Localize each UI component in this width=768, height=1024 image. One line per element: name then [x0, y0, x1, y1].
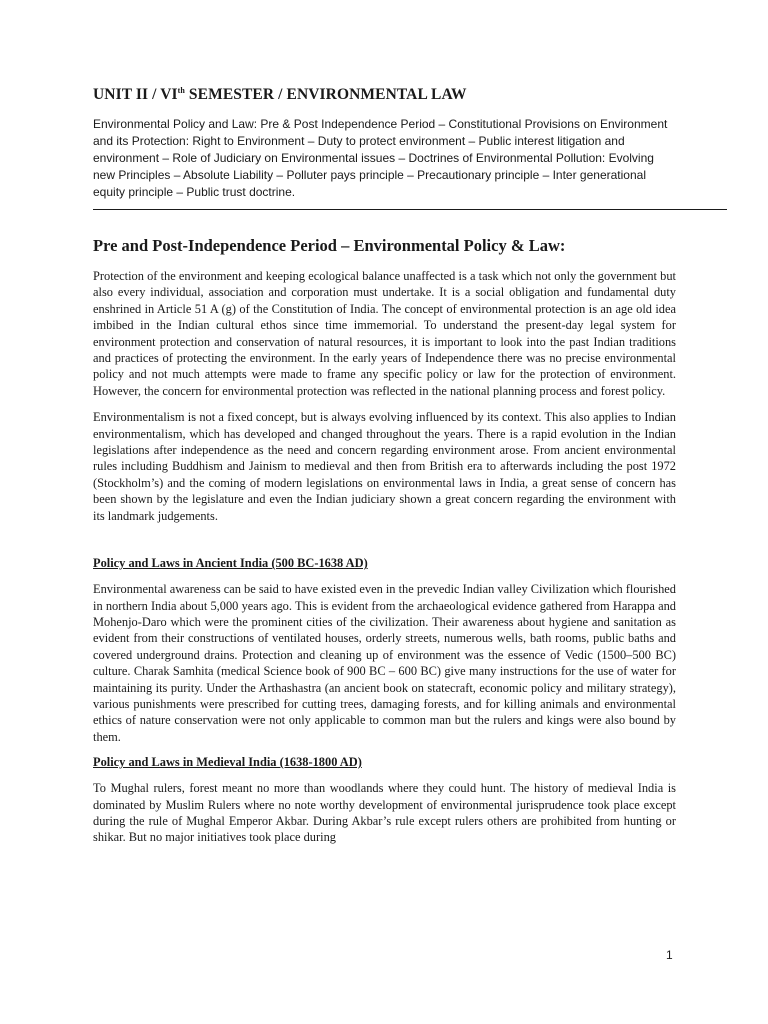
unit-title-superscript: th [177, 86, 185, 95]
ancient-india-paragraph: Environmental awareness can be said to have existed even in the prevedic Indian valley Civilization which flourished in northern India about 5,000 years ago. This is evident from the archaeological evidence gathered from Harappa and Mohenjo-Daro which were the prominent cities of the civilization. Their awareness about hygiene and sanitation as evident from their constructions of ventilated houses, orderly streets, numerous wells, bath rooms, public baths and covered underground drains. Protection and cleaning up of environment was the essence of Vedic (1500–500 BC) culture. Charak Samhita (medical Science book of 900 BC – 600 BC) give many instructions for the use of water for maintaining its purity. Under the Arthashastra (an ancient book on statecraft, economic policy and military strategy), various punishments were prescribed for cutting trees, damaging forests, and for killing animals and environmental ethics of nature conservation were not only applicable to common man but the rulers and kings were also bound by them. [93, 582, 676, 744]
unit-title [93, 86, 676, 104]
syllabus-text: Environmental Policy and Law: Pre & Post Independence Period – Constitutional Provisions on Environment and its Protection: Right to Environment – Duty to protect environment – Public interest litigation and environment – Role of Judiciary on Environmental issues – Doctrines of Environmental Pollution: Evolving new Principles – Absolute Liability – Polluter pays principle – Precautionary principle – Inter generational equity principle – Public trust doctrine. [93, 117, 668, 200]
header-block [93, 86, 676, 201]
medieval-india-heading: Policy and Laws in Medieval India (1638-1800 AD) [93, 755, 362, 770]
medieval-india-paragraph: To Mughal rulers, forest meant no more than woodlands where they could hunt. The history of medieval India is dominated by Muslim Rulers where no note worthy development of environmental jurisprudence took place except during the rule of Mughal Emperor Akbar. During Akbar’s rule except rulers others are prohibited from hunting or shikar. But no major initiatives took place during [93, 781, 676, 845]
section-heading: Pre and Post-Independence Period – Environmental Policy & Law: [93, 236, 566, 255]
document-body [93, 268, 676, 856]
intro-paragraph-2: Environmentalism is not a fixed concept, but is always evolving influenced by its context. This also applies to Indian environmentalism, which has developed and changed throughout the years. There is a rapid evolution in the Indian legislations after independence as the need and concern regarding environment arose. From ancient environmental rules including Buddhism and Jainism to medieval and then from British era to afterwards including the post 1972 (Stockholm’s) and the coming of modern legislations on environmental laws in India, a great sense of concern has been shown by the legislature and even the Indian judiciary shown a great concern regarding the environment with its landmark judgements. [93, 410, 676, 523]
horizontal-divider [93, 209, 727, 210]
page-number: 1 [666, 948, 673, 962]
unit-title-prefix: UNIT II / VI [93, 86, 178, 104]
unit-title-suffix: SEMESTER / ENVIRONMENTAL LAW [184, 86, 467, 104]
ancient-india-heading: Policy and Laws in Ancient India (500 BC-1638 AD) [93, 556, 368, 571]
intro-paragraph-1: Protection of the environment and keeping ecological balance unaffected is a task which not only the government but also every individual, association and corporation must undertake. It is a social obligation and fundamental duty enshrined in Article 51 A (g) of the Constitution of India. The concept of environmental protection is an age old idea imbibed in the Indian cultural ethos since time immemorial. To understand the present-day legal system for environment protection and conservation of natural resources, it is important to look into the past Indian traditions and practices of protecting the environment. In the early years of Independence there was no precise environmental policy and not much attempts were made to frame any specific policy or law for the protection of environment. However, the concern for environmental protection was reflected in the national planning process and forest policy. [93, 269, 676, 398]
